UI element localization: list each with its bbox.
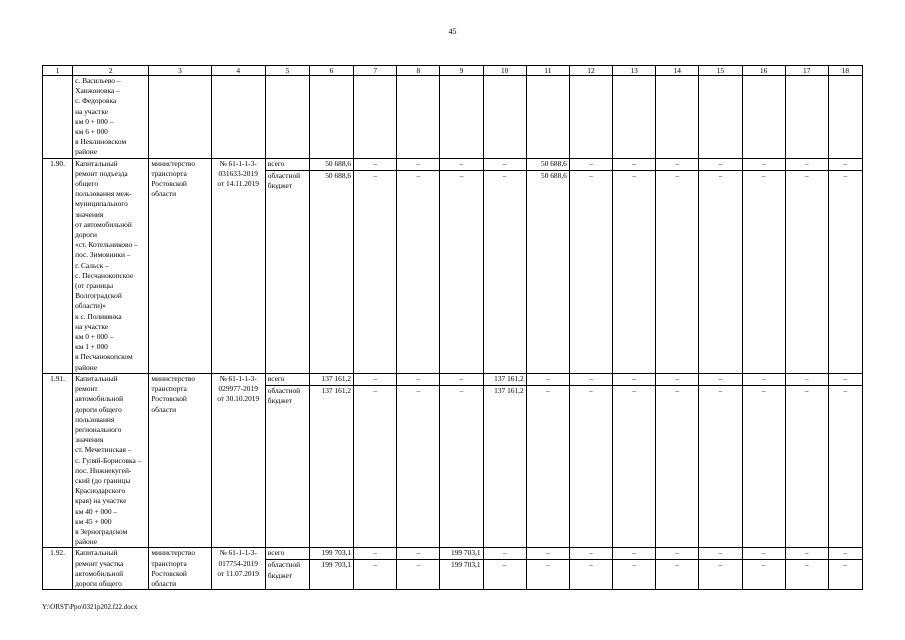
amount-cell: 137 161,2 [309,373,353,385]
object-name-cell-line: муниципального [75,199,128,209]
amount-cell: – [397,373,440,385]
amount-cell: – [354,385,397,547]
object-name-cell-line: районе [75,362,97,372]
amount-cell: – [569,560,612,590]
amount-cell: – [397,385,440,547]
amount-cell: 199 703,1 [309,548,353,560]
object-name-cell-line: автомобильной [75,394,124,404]
amount-cell: – [785,158,828,170]
amount-cell: – [785,373,828,385]
amount-cell: – [569,158,612,170]
amount-cell: – [699,373,742,385]
object-name-cell-line: Краснодарского [75,486,126,496]
amount-cell: – [656,170,699,373]
amount-cell: – [785,170,828,373]
column-number: 10 [483,66,526,76]
amount-cell: 199 703,1 [440,560,483,590]
object-name-cell-line: дороги общего [75,404,122,414]
column-number: 16 [742,66,785,76]
object-name-cell-line: регионального [75,424,122,434]
object-name-cell-line: км 6 + 000 [75,127,108,137]
empty-cell [440,76,483,159]
amount-cell: – [397,548,440,560]
empty-cell [785,76,828,159]
object-name-cell-line: с. Васильево – [75,76,121,85]
amount-cell: – [699,548,742,560]
amount-cell: – [569,548,612,560]
expertise-doc-cell-line: № 61-1-1-3- [219,373,257,383]
amount-cell: 137 161,2 [309,385,353,547]
organization-cell [149,548,211,590]
amount-cell: – [656,548,699,560]
object-name-cell-line: Капитальный [75,158,118,168]
amount-cell: – [440,170,483,373]
object-name-cell-line: км 1 + 000 [75,342,108,352]
organization-cell-line: Ростовской [151,568,187,578]
table-row [43,548,863,560]
column-number: 4 [211,66,265,76]
column-number: 13 [613,66,656,76]
organization-cell-line: транспорта [151,384,187,394]
row-number-cell [43,76,73,159]
object-name-cell-line: в Неклиновском [75,137,127,147]
empty-cell [613,76,656,159]
amount-cell: – [742,548,785,560]
amount-cell: – [354,373,397,385]
empty-cell [397,76,440,159]
object-name-cell-line: ст. Мечетинская – [75,445,132,455]
expertise-doc-cell-line: от 11.07.2019 [217,568,260,578]
object-name-cell-line: Ханжоновка – [75,86,120,96]
empty-cell [569,76,612,159]
object-name-cell-line: общего [75,179,99,189]
empty-cell [656,76,699,159]
object-name-cell [73,158,149,373]
column-number: 11 [526,66,569,76]
amount-cell: – [397,158,440,170]
amount-cell: – [699,385,742,547]
organization-cell-line: области [151,189,177,199]
object-name-cell-line: км 45 + 000 [75,516,112,526]
expertise-doc-cell-line: 017754-2019 [218,558,258,568]
column-number: 3 [149,66,211,76]
amount-cell: – [483,548,526,560]
object-name-cell [73,373,149,547]
empty-cell [149,76,211,159]
object-name-cell-line: Капитальный [75,548,118,558]
organization-cell-line: Ростовской [151,394,187,404]
amount-cell: – [699,170,742,373]
organization-cell-line: Ростовской [151,179,187,189]
organization-cell-line: области [151,578,177,588]
row-number-cell: 1.90. [43,158,73,373]
amount-cell: – [613,170,656,373]
funding-source-cell [265,560,309,590]
object-name-cell-line: дороги общего [75,578,122,588]
empty-cell [309,76,353,159]
amount-cell: 137 161,2 [483,373,526,385]
object-name-cell-line: пользования [75,414,115,424]
expertise-doc-cell-line: № 61-1-1-3- [219,548,257,558]
column-number: 1 [43,66,73,76]
amount-cell: 50 688,6 [526,158,569,170]
object-name-cell-line: км 0 + 000 – [75,332,114,342]
organization-cell-line: министерство [151,373,196,383]
amount-cell: – [828,158,862,170]
amount-cell: – [785,560,828,590]
amount-cell: – [483,170,526,373]
empty-cell [742,76,785,159]
amount-cell: 137 161,2 [483,385,526,547]
expertise-doc-cell [211,548,265,590]
funding-source-cell: всего [265,373,309,385]
object-name-cell-line: ремонт [75,384,98,394]
object-name-cell-line: к с. Поливянка [75,311,122,321]
amount-cell: – [569,170,612,373]
object-name-cell-line: значения [75,209,104,219]
row-number-cell: 1.92. [43,548,73,590]
organization-cell-line: министерство [151,548,196,558]
amount-cell: – [526,560,569,590]
object-name-cell-line: км 0 + 000 – [75,116,114,126]
column-number: 15 [699,66,742,76]
empty-cell [354,76,397,159]
object-name-cell-line: с. Песчанокопское [75,270,134,280]
table-row [43,373,863,385]
organization-cell-line: министерство [151,158,196,168]
object-name-cell-line: районе [75,537,97,547]
empty-cell [211,76,265,159]
column-number: 9 [440,66,483,76]
column-number: 18 [828,66,862,76]
amount-cell: – [742,373,785,385]
column-number: 7 [354,66,397,76]
amount-cell: – [699,560,742,590]
object-name-cell-line: «ст. Котельниково – [75,240,138,250]
expertise-doc-cell-line: № 61-1-1-3- [219,158,257,168]
amount-cell: – [656,158,699,170]
object-name-cell-line: пользования меж- [75,189,132,199]
amount-cell: – [742,560,785,590]
amount-cell: – [569,385,612,547]
row-number-cell: 1.91. [43,373,73,547]
object-name-cell-line: Капитальный [75,373,118,383]
object-name-cell-line: ремонт участка [75,558,124,568]
object-name-cell-line: на участке [75,106,109,116]
object-name-cell-line: км 40 + 000 – [75,506,118,516]
expertise-doc-cell-line: 031633-2019 [218,168,258,178]
amount-cell: – [397,560,440,590]
funding-source-cell-line: областной [267,170,301,180]
funding-source-cell: всего [265,548,309,560]
object-name-cell-line: Волгоградской [75,291,122,301]
funding-source-cell [265,170,309,373]
column-number: 2 [73,66,149,76]
amount-cell: – [397,170,440,373]
amount-cell: – [742,158,785,170]
object-name-cell-line: районе [75,147,97,157]
expertise-doc-cell [211,373,265,547]
amount-cell: – [483,560,526,590]
amount-cell: – [828,560,862,590]
column-number: 6 [309,66,353,76]
amount-cell: 50 688,6 [309,170,353,373]
object-name-cell-line: (от границы [75,281,114,291]
amount-cell: – [828,385,862,547]
amount-cell: – [656,385,699,547]
page-number: 45 [448,27,457,36]
column-number: 8 [397,66,440,76]
column-number: 12 [569,66,612,76]
object-name-cell-line: с. Гуляй-Борисовка – [75,455,142,465]
organization-cell-line: транспорта [151,558,187,568]
amount-cell: – [828,548,862,560]
amount-cell: – [613,560,656,590]
object-name-cell-line: края) на участке [75,496,127,506]
amount-cell: – [613,385,656,547]
empty-cell [526,76,569,159]
object-name-cell-line: пос. Зимовники – [75,250,131,260]
continuation-row [43,76,863,159]
expertise-doc-cell-line: от 30.10.2019 [217,394,260,404]
amount-cell: – [354,548,397,560]
empty-cell [699,76,742,159]
column-number: 14 [656,66,699,76]
object-name-cell-line: в Зерноградском [75,526,128,536]
amount-cell: – [526,373,569,385]
amount-cell: – [656,373,699,385]
object-name-cell-line: на участке [75,321,109,331]
amount-cell: 199 703,1 [309,560,353,590]
column-number: 17 [785,66,828,76]
amount-cell: 199 703,1 [440,548,483,560]
amount-cell: – [354,158,397,170]
object-name-cell-line: пос. Нижнекугей- [75,465,132,475]
file-path-footer: Y:\ORST\Ppo\0321p202.f22.docx [42,603,138,611]
amount-cell: – [742,385,785,547]
funding-source-cell-line: бюджет [267,180,292,190]
object-name-cell [73,548,149,590]
amount-cell: 50 688,6 [526,170,569,373]
empty-cell [265,76,309,159]
amount-cell: – [785,548,828,560]
funding-source-cell-line: бюджет [267,396,292,406]
header-row [43,66,863,76]
object-name-cell-line: значения [75,435,104,445]
expertise-doc-cell [211,158,265,373]
funding-source-cell-line: бюджет [267,570,292,580]
amount-cell: – [656,560,699,590]
amount-cell: – [828,373,862,385]
organization-cell-line: транспорта [151,168,187,178]
amount-cell: – [742,170,785,373]
funding-source-cell: всего [265,158,309,170]
table-row [43,158,863,170]
object-name-cell-line: ский (до границы [75,475,131,485]
organization-cell [149,158,211,373]
object-name-cell-line: с. Федоровка [75,96,117,106]
amount-cell: – [440,373,483,385]
organization-cell [149,373,211,547]
amount-cell: – [526,385,569,547]
empty-cell [828,76,862,159]
amount-cell: – [613,373,656,385]
amount-cell: – [526,548,569,560]
funding-source-cell [265,385,309,547]
amount-cell: – [699,158,742,170]
expertise-doc-cell-line: 029977-2019 [218,384,258,394]
funding-source-cell-line: областной [267,385,301,395]
object-name-cell-line: г. Сальск – [75,260,109,270]
amount-cell: 50 688,6 [309,158,353,170]
amount-cell: – [785,385,828,547]
amount-cell: – [569,373,612,385]
object-name-cell-line: от автомобильной [75,219,132,229]
expertise-doc-cell-line: от 14.11.2019 [217,179,260,189]
amount-cell: – [354,560,397,590]
empty-cell [483,76,526,159]
object-name-cell-line: дороги [75,230,97,240]
amount-cell: – [440,158,483,170]
object-name-cell [73,76,149,159]
amount-cell: – [828,170,862,373]
amount-cell: – [483,158,526,170]
organization-cell-line: области [151,404,177,414]
column-number: 5 [265,66,309,76]
amount-cell: – [613,548,656,560]
program-table [42,65,863,590]
object-name-cell-line: автомобильной [75,568,124,578]
object-name-cell-line: ремонт подъезда [75,168,128,178]
object-name-cell-line: в Песчанокопском [75,352,133,362]
object-name-cell-line: области)» [75,301,106,311]
amount-cell: – [613,158,656,170]
amount-cell: – [354,170,397,373]
amount-cell: – [440,385,483,547]
funding-source-cell-line: областной [267,560,301,570]
